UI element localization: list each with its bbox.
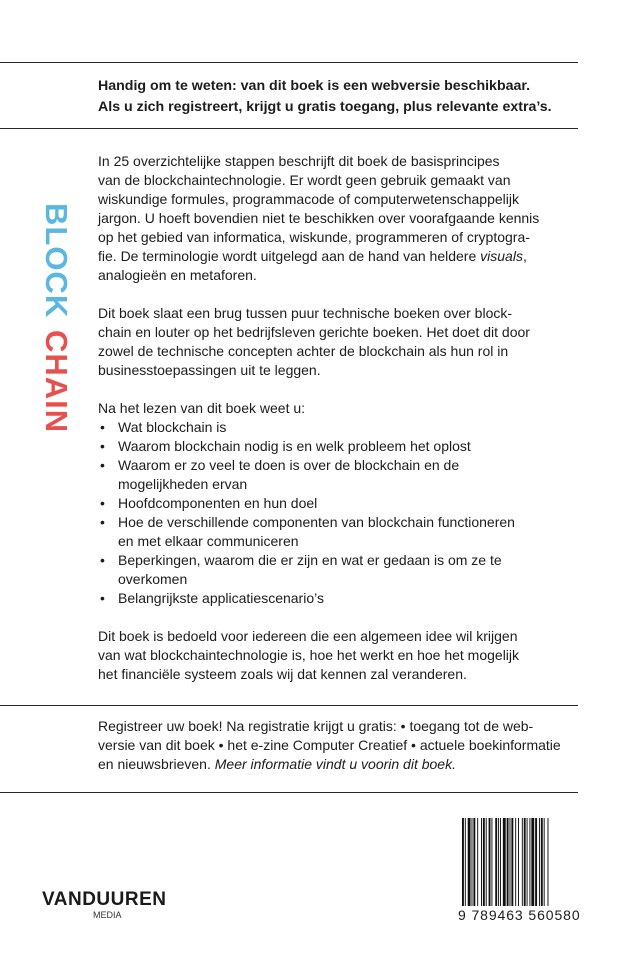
publisher-subtitle: MEDIA xyxy=(93,910,122,920)
bullet-icon: • xyxy=(100,514,105,530)
barcode-bar xyxy=(510,818,511,906)
barcode-bar xyxy=(468,818,471,906)
text-line: Beperkingen, waarom die er zijn en wat er gedaan is om ze te xyxy=(118,552,502,568)
barcode-bar xyxy=(527,818,528,906)
text-line xyxy=(98,247,578,266)
barcode-bar xyxy=(511,818,513,906)
barcode-bar xyxy=(541,818,543,906)
barcode-bar xyxy=(495,818,497,906)
bullet-icon: • xyxy=(100,590,105,606)
text-segment: , xyxy=(522,248,527,264)
text-line: het financiële systeem zoals wij dat kennen zal veranderen. xyxy=(98,666,467,682)
text-line: en met elkaar communiceren xyxy=(118,533,299,549)
notice-line-2: Als u zich registreert, krijgt u gratis toegang, plus relevante extra’s. xyxy=(98,99,552,115)
text-segment: fie. De terminologie wordt uitgelegd aan de hand van heldere xyxy=(98,248,481,264)
text-line: van wat blockchaintechnologie is, hoe het werkt en hoe het mogelijk xyxy=(98,647,520,663)
registration-note xyxy=(98,717,580,774)
bullet-icon: • xyxy=(100,495,105,511)
isbn-number: 9 789463 560580 xyxy=(458,907,581,923)
text-line: mogelijkheden ervan xyxy=(118,476,248,492)
description-body xyxy=(98,152,578,703)
text-segment: en nieuwsbrieven. xyxy=(98,756,215,772)
barcode-bar xyxy=(473,818,475,906)
barcode-bar xyxy=(522,818,523,906)
text-line: analogieën en metaforen. xyxy=(98,267,257,283)
text-line: Waarom blockchain nodig is en welk probleem het oplost xyxy=(118,438,471,454)
text-line: versie van dit boek • het e-zine Computer Creatief • actuele boekinformatie xyxy=(98,737,561,753)
notice-divider xyxy=(0,128,578,129)
text-line: businesstoepassingen uit te leggen. xyxy=(98,362,321,378)
intro-paragraph-1 xyxy=(98,152,578,285)
text-line: Dit boek slaat een brug tussen puur technische boeken over block- xyxy=(98,305,513,321)
list-item xyxy=(98,437,578,456)
list-item xyxy=(98,456,578,494)
barcode-bar xyxy=(477,818,478,906)
bullet-icon: • xyxy=(100,438,105,454)
barcode-bar xyxy=(462,818,464,906)
list-item xyxy=(98,494,578,513)
barcode-bar xyxy=(531,818,534,906)
list-item xyxy=(98,513,578,551)
barcode-bar xyxy=(503,818,506,906)
barcode-bar xyxy=(515,818,516,906)
publisher-logo xyxy=(42,890,182,921)
text-line: Wat blockchain is xyxy=(118,419,227,435)
barcode-bar xyxy=(481,818,482,906)
text-line: Registreer uw boek! Na registratie krijgt u gratis: • toegang tot de web- xyxy=(98,718,534,734)
body-divider xyxy=(0,705,578,706)
italic-text: Meer informatie vindt u voorin dit boek. xyxy=(214,756,456,772)
spine-title xyxy=(40,203,72,453)
top-divider xyxy=(0,62,578,63)
text-line: Hoe de verschillende componenten van blockchain functioneren xyxy=(118,514,515,530)
barcode-bar xyxy=(539,818,540,906)
barcode-bar xyxy=(535,818,537,906)
text-line: van de blockchaintechnologie. Er wordt geen gebruik gemaakt van xyxy=(98,172,511,188)
notice-line-1: Handig om te weten: van dit boek is een webversie beschikbaar. xyxy=(98,78,531,94)
text-line xyxy=(98,755,580,774)
bullet-icon: • xyxy=(100,457,105,473)
learning-list-section xyxy=(98,399,578,608)
barcode-bar xyxy=(489,818,491,906)
list-item xyxy=(98,589,578,608)
text-line: zowel de technische concepten achter de blockchain als hun rol in xyxy=(98,343,509,359)
bullet-icon: • xyxy=(100,419,105,435)
intro-paragraph-3 xyxy=(98,627,578,684)
barcode-bar xyxy=(548,818,549,906)
text-line: Waarom er zo veel te doen is over de blockchain en de xyxy=(118,457,460,473)
barcode-bar xyxy=(518,818,519,906)
barcode-bar xyxy=(483,818,485,906)
publisher-name: VANDUUREN xyxy=(42,889,167,910)
webversion-notice xyxy=(98,76,568,118)
text-line: In 25 overzichtelijke stappen beschrijft dit boek de basisprincipes xyxy=(98,153,500,169)
barcode-bar xyxy=(524,818,526,906)
italic-term: visuals xyxy=(480,248,523,264)
text-line: chain en louter op het bedrijfsleven gerichte boeken. Het doet dit door xyxy=(98,324,530,340)
spine-title-block: BLOCK xyxy=(39,203,74,319)
learning-list xyxy=(98,418,578,608)
barcode-icon xyxy=(462,818,578,906)
barcode-bar xyxy=(491,818,492,906)
text-line: Hoofdcomponenten en hun doel xyxy=(118,495,318,511)
spine-title-chain: CHAIN xyxy=(39,330,74,434)
list-item xyxy=(98,418,578,437)
barcode-bar xyxy=(465,818,466,906)
list-item xyxy=(98,551,578,589)
text-line: jargon. U hoeft bovendien niet te beschikken over voorafgaande kennis xyxy=(98,210,540,226)
barcode-bar xyxy=(498,818,499,906)
intro-paragraph-2 xyxy=(98,304,578,380)
bullet-icon: • xyxy=(100,552,105,568)
barcode-bar xyxy=(472,818,473,906)
text-line: op het gebied van informatica, wiskunde, programmeren of cryptogra- xyxy=(98,229,530,245)
barcode-bar xyxy=(544,818,545,906)
text-line: overkomen xyxy=(118,571,188,587)
text-line: Belangrijkste applicatiescenario’s xyxy=(118,590,324,606)
barcode-bar xyxy=(500,818,501,906)
text-line: wiskundige formules, programmacode of computerwetenschappelijk xyxy=(98,191,519,207)
barcode-bar xyxy=(486,818,487,906)
list-intro: Na het lezen van dit boek weet u: xyxy=(98,400,306,416)
bottom-divider xyxy=(0,792,578,793)
text-line: Dit boek is bedoeld voor iedereen die een algemeen idee wil krijgen xyxy=(98,628,518,644)
barcode-bar xyxy=(529,818,530,906)
barcode-bar xyxy=(507,818,509,906)
